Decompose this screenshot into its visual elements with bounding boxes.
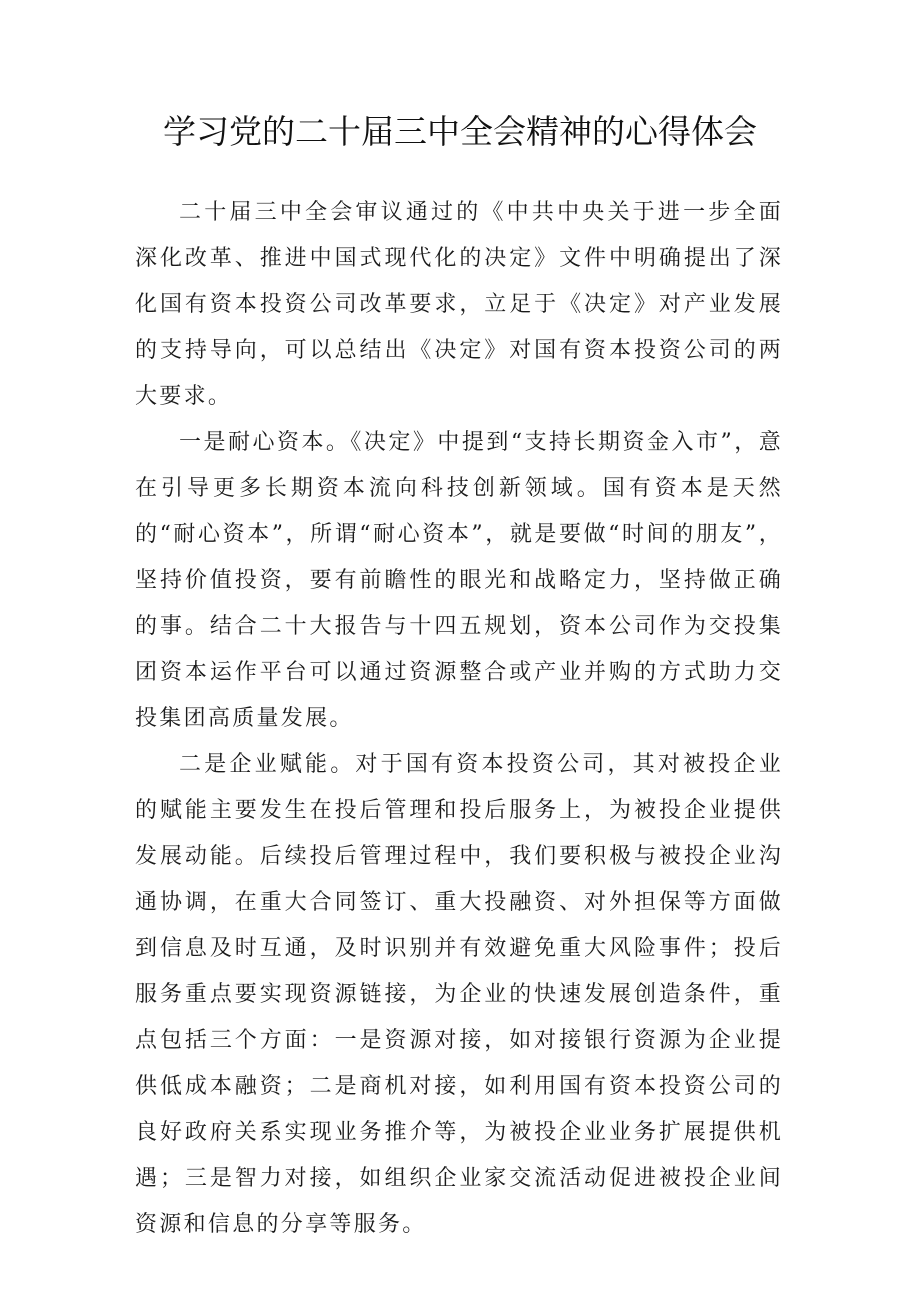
- paragraph-intro: 二十届三中全会审议通过的《中共中央关于进一步全面深化改革、推进中国式现代化的决定》文件中明确提出了深化国有资本投资公司改革要求，立足于《决定》对产业发展的支持导向，可以总结出《决定》对国有资本投资公司的两大要求。: [135, 200, 783, 409]
- document-title: 学习党的二十届三中全会精神的心得体会: [163, 112, 757, 151]
- paragraph-enterprise-empowerment: 二是企业赋能。对于国有资本投资公司，其对被投企业的赋能主要发生在投后管理和投后服务上，为被投企业提供发展动能。后续投后管理过程中，我们要积极与被投企业沟通协调，在重大合同签订、重大投融资、对外担保等方面做到信息及时互通，及时识别并有效避免重大风险事件；投后服务重点要实现资源链接，为企业的快速发展创造条件，重点包括三个方面：一是资源对接，如对接银行资源为企业提供低成本融资；二是商机对接，如利用国有资本投资公司的良好政府关系实现业务推介等，为被投企业业务扩展提供机遇；三是智力对接，如组织企业家交流活动促进被投企业间资源和信息的分享等服务。: [135, 752, 783, 1237]
- paragraph-patient-capital: 一是耐心资本。《决定》中提到“支持长期资金入市”，意在引导更多长期资本流向科技创新领域。国有资本是天然的“耐心资本”，所谓“耐心资本”，就是要做“时间的朋友”，坚持价值投资，要有前瞻性的眼光和战略定力，坚持做正确的事。结合二十大报告与十四五规划，资本公司作为交投集团资本运作平台可以通过资源整合或产业并购的方式助力交投集团高质量发展。: [135, 430, 783, 731]
- document-body: [135, 190, 783, 1248]
